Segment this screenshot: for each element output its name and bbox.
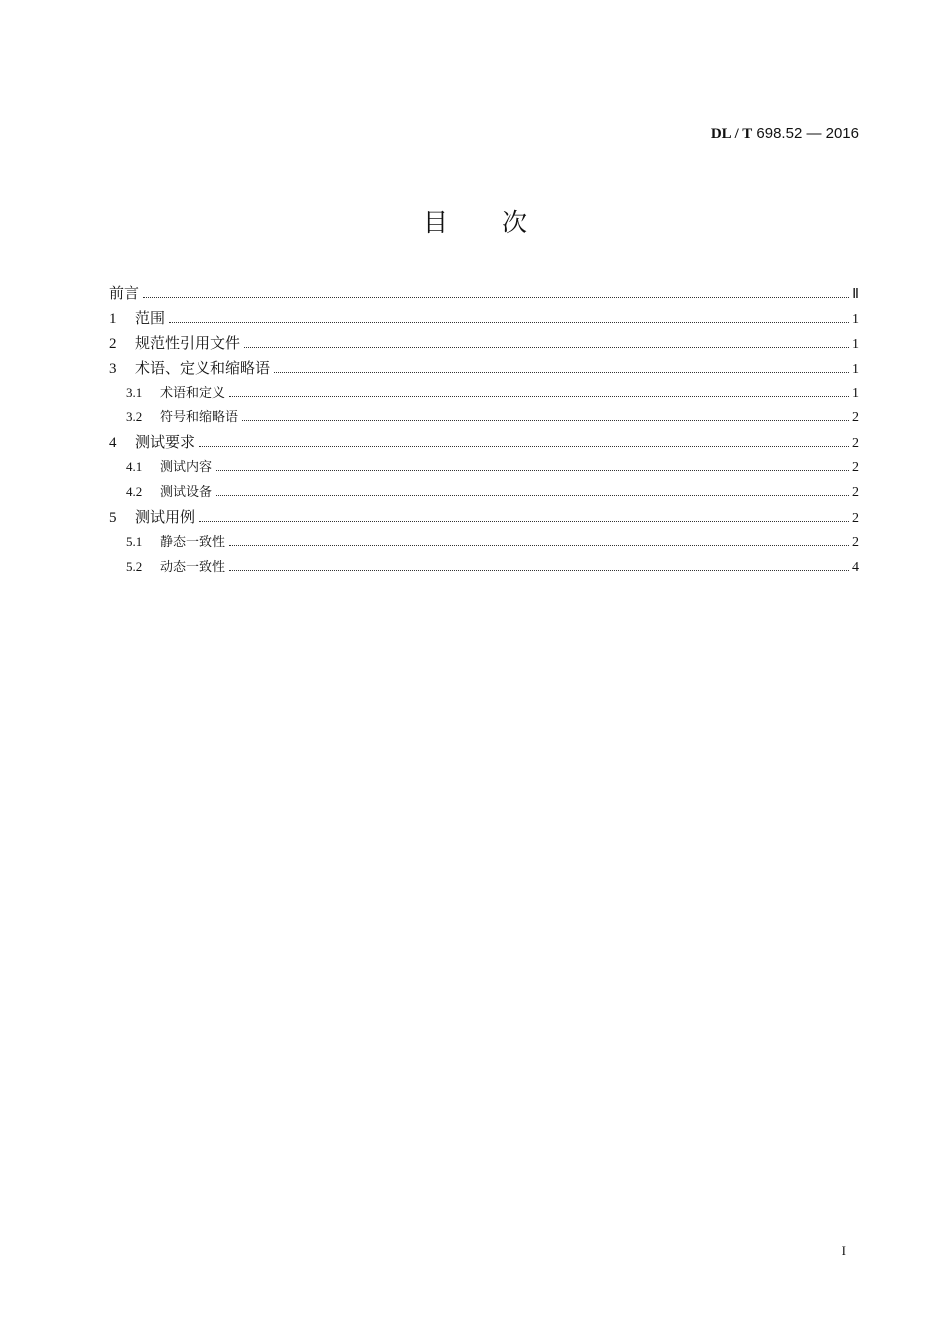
table-of-contents <box>109 282 859 581</box>
toc-entry-page: 2 <box>852 485 859 501</box>
toc-entry-page: 1 <box>852 385 859 401</box>
toc-entry-number: 4.1 <box>126 459 143 475</box>
standard-code-prefix: DL / T <box>710 126 753 142</box>
toc-entry-number: 4 <box>109 435 117 452</box>
toc-entry-page: 2 <box>852 460 859 476</box>
toc-leader-dots <box>199 445 849 447</box>
toc-leader-dots <box>229 569 849 571</box>
toc-leader-dots <box>169 321 849 323</box>
toc-leader-dots <box>143 296 849 298</box>
toc-entry-2[interactable] <box>109 332 859 357</box>
toc-leader-dots <box>229 544 849 546</box>
toc-leader-dots <box>229 395 849 397</box>
toc-entry-number: 1 <box>109 310 117 327</box>
toc-entry-page: 2 <box>852 511 859 527</box>
toc-entry-number: 3.1 <box>126 384 143 400</box>
toc-entry-text: 测试设备 <box>160 485 213 501</box>
toc-leader-dots <box>242 419 849 421</box>
toc-entry-number: 5.1 <box>126 533 143 549</box>
toc-entry-text: 术语、定义和缩略语 <box>135 358 271 377</box>
toc-entry-text: 测试用例 <box>135 508 196 527</box>
toc-entry-text: 测试内容 <box>160 460 213 476</box>
toc-entry-5[interactable] <box>109 506 859 531</box>
toc-entry-3-1[interactable] <box>109 382 859 407</box>
toc-leader-dots <box>199 520 849 522</box>
toc-entry-page: Ⅱ <box>852 287 859 302</box>
page-number: I <box>841 1243 846 1258</box>
toc-leader-dots <box>216 494 849 496</box>
toc-entry-page: 1 <box>852 311 859 327</box>
toc-entry-number: 5.2 <box>126 558 143 574</box>
toc-entry-3[interactable] <box>109 357 859 382</box>
toc-entry-number: 3.2 <box>126 409 143 425</box>
toc-entry-page: 2 <box>852 436 859 452</box>
toc-entry-number: 4.2 <box>126 484 143 500</box>
toc-entry-5-1[interactable] <box>109 531 859 556</box>
toc-entry-text: 静态一致性 <box>160 534 226 550</box>
toc-entry-text: 规范性引用文件 <box>135 333 241 352</box>
toc-entry-page: 2 <box>852 410 859 426</box>
toc-entry-page: 4 <box>852 559 859 575</box>
page-title: 目次 <box>422 208 581 237</box>
toc-entry-4-1[interactable] <box>109 456 859 481</box>
toc-entry-text: 前言 <box>109 284 140 302</box>
toc-leader-dots <box>216 469 849 471</box>
standard-code <box>711 124 859 143</box>
toc-entry-4-2[interactable] <box>109 481 859 506</box>
toc-entry-page: 1 <box>852 361 859 377</box>
toc-leader-dots <box>274 371 849 373</box>
toc-entry-text: 术语和定义 <box>160 385 226 401</box>
toc-entry-number: 2 <box>109 335 117 352</box>
toc-entry-4[interactable] <box>109 431 859 456</box>
toc-entry-page: 2 <box>852 534 859 550</box>
toc-entry-1[interactable] <box>109 307 859 332</box>
toc-entry-page: 1 <box>852 336 859 352</box>
toc-leader-dots <box>244 346 849 348</box>
toc-entry-number: 5 <box>109 510 117 527</box>
toc-entry-text: 动态一致性 <box>160 559 226 575</box>
toc-entry-number: 3 <box>109 360 117 377</box>
toc-entry-5-2[interactable] <box>109 556 859 581</box>
toc-entry-text: 符号和缩略语 <box>160 410 239 426</box>
toc-entry-foreword[interactable] <box>109 282 859 307</box>
toc-entry-text: 范围 <box>135 308 166 327</box>
toc-entry-text: 测试要求 <box>135 433 196 452</box>
standard-code-number: 698.52 — 2016 <box>752 125 859 142</box>
toc-entry-3-2[interactable] <box>109 406 859 431</box>
